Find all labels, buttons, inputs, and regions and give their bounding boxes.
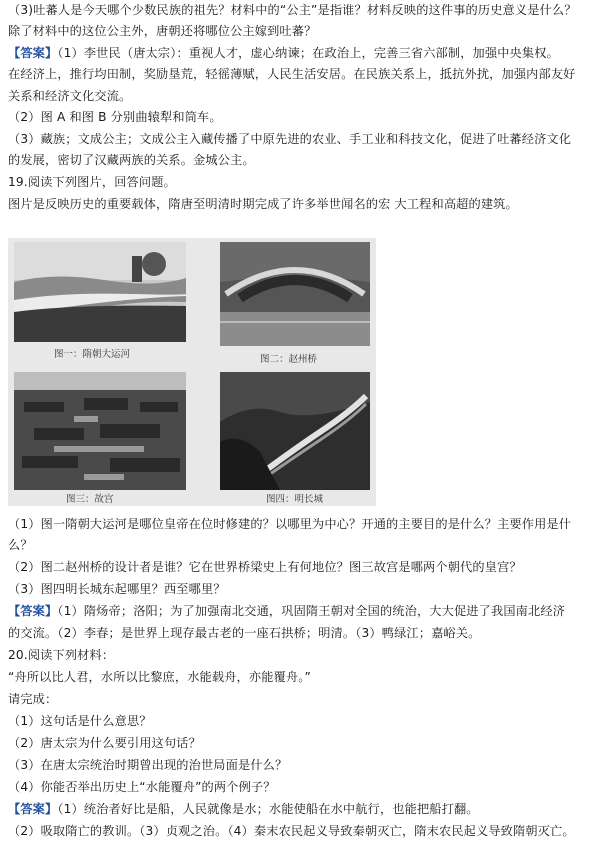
answer-text: （1）统治者好比是船，人民就像是水；水能使船在水中航行，也能把船打翻。	[57, 802, 479, 816]
figure-caption: 图一：隋朝大运河	[54, 349, 131, 360]
question-heading: 20.阅读下列材料：	[8, 648, 115, 662]
text-line: 请完成：	[8, 692, 58, 706]
text-line: 在经济上，推行均田制，奖励垦荒，轻徭薄赋，人民生活安居。在民族关系上，抵抗外扰，加强内部友好	[8, 67, 576, 81]
text-line: （3）藏族；文成公主；文成公主入藏传播了中原先进的农业、手工业和科技文化，促进了吐蕃经济文化	[8, 132, 572, 146]
text-line: （1）这句话是什么意思？	[8, 714, 152, 728]
figure-caption: 图二：赵州桥	[260, 354, 318, 365]
quote-line: “舟所以比人君，水所以比黎庶，水能载舟，亦能覆舟。”	[8, 670, 311, 684]
text-line: （3)吐蕃人是今天哪个少数民族的祖先？材料中的“公主”是指谁？材料反映的这件事的历史意义是什么？	[8, 3, 577, 17]
answer-line	[8, 603, 586, 619]
zhaozhou-bridge-photo	[220, 242, 370, 346]
answer-text: （1）李世民（唐太宗）：重视人才，虚心纳谏；在政治上，完善三省六部制，加强中央集权。	[57, 46, 559, 60]
text-line: （3）图四明长城东起哪里？西至哪里？	[8, 582, 226, 596]
text-line: 除了材料中的这位公主外，唐朝还将哪位公主嫁到吐蕃？	[8, 24, 317, 38]
figure-caption: 图四：明长城	[266, 494, 324, 505]
grand-canal-photo	[14, 242, 186, 342]
text-line: 图片是反映历史的重要载体，隋唐至明清时期完成了许多举世闻名的宏 大工程和高超的建筑。	[8, 197, 518, 211]
text-line: （2）图 A 和图 B 分别曲辕犁和筒车。	[8, 110, 222, 124]
text-line: 关系和经济文化交流。	[8, 89, 132, 103]
text-line: （2）吸取隋亡的教训。（3）贞观之治。（4）秦末农民起义导致秦朝灭亡，隋末农民起义导致隋朝灭亡。	[8, 824, 575, 838]
text-line: （2）图二赵州桥的设计者是谁？它在世界桥梁史上有何地位？图三故宫是哪两个朝代的皇宫？	[8, 560, 522, 574]
answer-tag: 【答案】	[8, 604, 58, 618]
text-line: 么？	[8, 538, 33, 552]
answer-text: （1）隋炀帝；洛阳；为了加强南北交通，巩固隋王朝对全国的统治，大大促进了我国南北经济	[57, 604, 566, 618]
answer-tag: 【答案】	[8, 802, 58, 816]
text-line: 的交流。（2）李春；是世界上现存最古老的一座石拱桥；明清。（3）鸭绿江；嘉峪关。	[8, 626, 481, 640]
text-line: （2）唐太宗为什么要引用这句话？	[8, 736, 201, 750]
figure-caption: 图三：故宫	[66, 494, 114, 505]
answer-tag: 【答案】	[8, 46, 58, 60]
text-line: （1）图一隋朝大运河是哪位皇帝在位时修建的？以哪里为中心？开通的主要目的是什么？主要作用是什	[8, 517, 572, 531]
text-line: （3）在唐太宗统治时期曾出现的治世局面是什么？	[8, 758, 288, 772]
answer-line	[8, 801, 586, 817]
text-line: （4）你能否举出历史上“水能覆舟”的两个例子？	[8, 780, 276, 794]
forbidden-city-photo	[14, 372, 186, 490]
photo-collage	[8, 238, 376, 506]
answer-line	[8, 45, 586, 61]
great-wall-photo	[220, 372, 370, 490]
text-line: 的发展，密切了汉藏两族的关系。金城公主。	[8, 153, 255, 167]
question-heading: 19.阅读下列图片，回答问题。	[8, 175, 176, 189]
